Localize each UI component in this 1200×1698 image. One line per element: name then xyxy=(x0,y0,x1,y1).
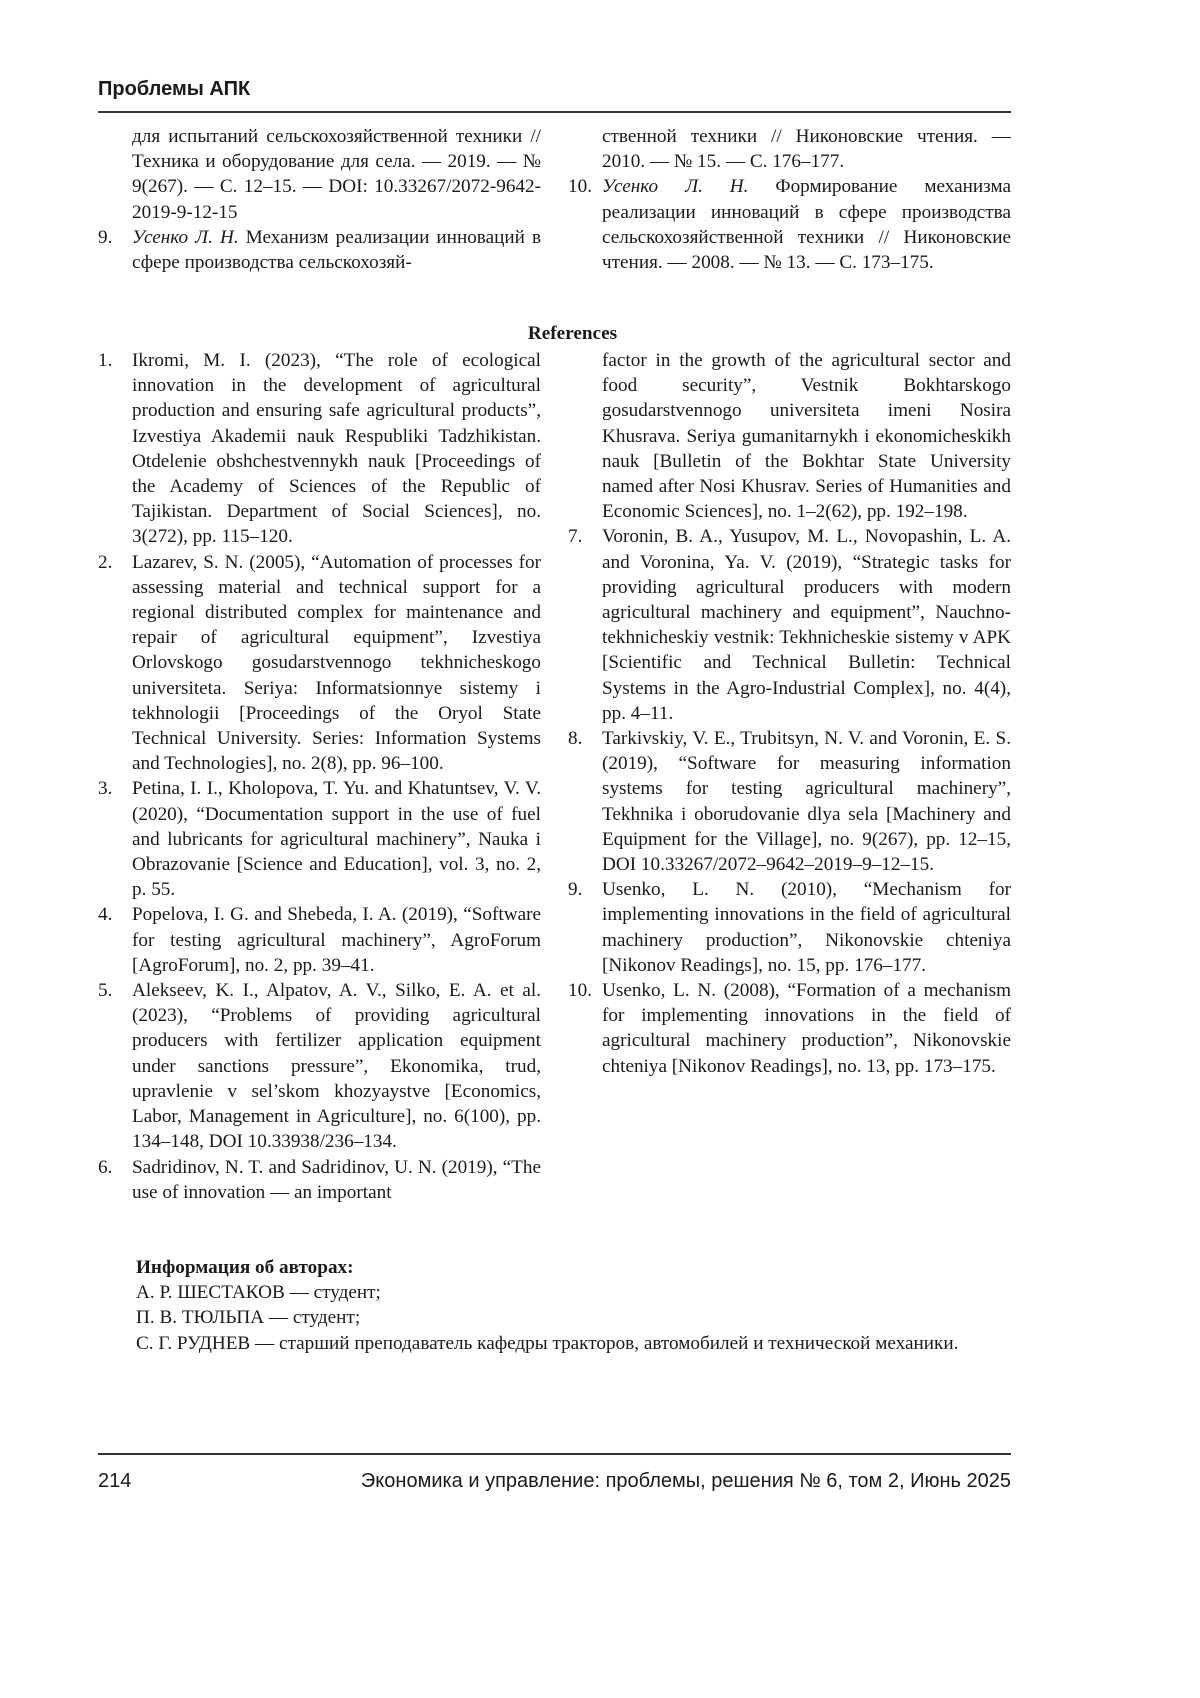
reference-item xyxy=(98,1155,541,1205)
ref-text: Voronin, B. A., Yusupov, M. L., Novopashin, L. A. and Voronina, Ya. V. (2019), “Strategic tasks for providing agricultural producers with modern agricultural machinery and equipment”, Nauchno-tekhnicheskiy vestnik: Tekhnicheskie sistemy v APK [Scientific and Technical Bulletin: Technical Systems in the Agro-Industrial Complex], no. 4(4), pp. 4–11. xyxy=(602,526,1011,723)
ref-text: Usenko, L. N. (2010), “Mechanism for implementing innovations in the field of agricultural machinery production”, Nikonovskie chteniya [Nikonov Readings], no. 15, pp. 176–177. xyxy=(602,879,1011,976)
ref-number: 10. xyxy=(568,978,592,1003)
authors-title: Информация об авторах: xyxy=(98,1255,1011,1280)
author-line: П. В. ТЮЛЬПА — студент; xyxy=(98,1305,1011,1330)
header-rule xyxy=(98,111,1011,113)
ref-text: Popelova, I. G. and Shebeda, I. A. (2019), “Software for testing agricultural machinery”, AgroForum [AgroForum], no. 2, pp. 39–41. xyxy=(132,904,541,975)
reference-item xyxy=(98,978,541,1154)
ref-text: ственной техники // Никоновские чтения. — 2010. — № 15. — С. 176–177. xyxy=(602,126,1011,172)
author-line: А. Р. ШЕСТАКОВ — студент; xyxy=(98,1280,1011,1305)
page-footer xyxy=(98,1470,1011,1493)
footer-rule xyxy=(98,1453,1011,1455)
ref-text: Sadridinov, N. T. and Sadridinov, U. N. (2019), “The use of innovation — an important xyxy=(132,1157,541,1203)
ref-text: factor in the growth of the agricultural sector and food security”, Vestnik Bokhtarskogo gosudarstvennogo universiteta imeni Nosira Khusrava. Seriya gumanitarnykh i ekonomicheskikh nauk [Bulletin of the Bokhtar State University named after Nosi Khusrav. Series of Humanities and Economic Sciences], no. 1–2(62), pp. 192–198. xyxy=(602,350,1011,522)
ref-number: 8. xyxy=(568,726,582,751)
running-header: Проблемы АПК xyxy=(98,78,250,101)
ref-text: Alekseev, K. I., Alpatov, A. V., Silko, E. A. et al. (2023), “Problems of providing agricultural producers with fertilizer application equipment under sanctions pressure”, Ekonomika, trud, upravlenie v sel’skom khozyaystve [Economics, Labor, Management in Agriculture], no. 6(100), pp. 134–148, DOI 10.33938/236–134. xyxy=(132,980,541,1152)
ref-number: 4. xyxy=(98,902,112,927)
ref-text: Ikromi, M. I. (2023), “The role of ecological innovation in the development of agricultural production and ensuring safe agricultural products”, Izvestiya Akademii nauk Respubliki Tadzhikistan. Otdelenie obshchestvennykh nauk [Proceedings of the Academy of Sciences of the Republic of Tajikistan. Department of Social Sciences], no. 3(272), pp. 115–120. xyxy=(132,350,541,547)
references-left-column xyxy=(98,348,541,1205)
ru-refs-left-column xyxy=(98,124,541,275)
ref-text: Lazarev, S. N. (2005), “Automation of processes for assessing material and technical support for a regional distributed complex for maintenance and repair of agricultural equipment”, Izvestiya Orlovskogo gosudarstvennogo tekhnicheskogo universiteta. Seriya: Informatsionnye sistemy i tekhnologii [Proceedings of the Oryol State Technical University. Series: Information Systems and Technologies], no. 2(8), pp. 96–100. xyxy=(132,552,541,775)
ref-text: Tarkivskiy, V. E., Trubitsyn, N. V. and Voronin, E. S. (2019), “Software for measuring information systems for testing agricultural machinery”, Tekhnika i oborudovanie dlya sela [Machinery and Equipment for the Village], no. 9(267), pp. 12–15, DOI 10.33267/2072–9642–2019–9–12–15. xyxy=(602,728,1011,875)
reference-item xyxy=(568,877,1011,978)
author-line: С. Г. РУДНЕВ — старший преподаватель кафедры тракторов, автомобилей и технической механики. xyxy=(98,1331,1011,1356)
ref-number: 9. xyxy=(98,225,112,250)
ref-number: 9. xyxy=(568,877,582,902)
page-number: 214 xyxy=(98,1470,131,1493)
ref-number: 3. xyxy=(98,776,112,801)
ref-number: 6. xyxy=(98,1155,112,1180)
ru-refs-right-column xyxy=(568,124,1011,275)
references-right-column xyxy=(568,348,1011,1079)
reference-item xyxy=(568,524,1011,726)
ru-ref-item xyxy=(98,225,541,275)
ref-author: Усенко Л. Н. xyxy=(602,176,748,197)
reference-item xyxy=(568,726,1011,877)
reference-item xyxy=(568,978,1011,1079)
ref-text: Механизм реализации инноваций в сфере производства сельскохозяй- xyxy=(132,227,541,273)
reference-item xyxy=(568,348,1011,524)
references-heading: References xyxy=(0,323,1145,345)
ref-number: 1. xyxy=(98,348,112,373)
reference-item xyxy=(98,902,541,978)
ref-text: Формирование механизма реализации инноваций в сфере производства сельскохозяйственной техники // Никоновские чтения. — 2008. — № 13. — С. 173–175. xyxy=(602,176,1011,273)
reference-item xyxy=(98,550,541,777)
reference-item xyxy=(98,348,541,550)
ref-author: Усенко Л. Н. xyxy=(132,227,239,248)
reference-item xyxy=(98,776,541,902)
ref-text: для испытаний сельскохозяйственной техники // Техника и оборудование для села. — 2019. — № 9(267). — С. 12–15. — DOI: 10.33267/2072-9642-2019-9-12-15 xyxy=(132,126,541,223)
ref-number: 10. xyxy=(568,174,592,199)
ru-ref-item xyxy=(568,124,1011,174)
ref-number: 2. xyxy=(98,550,112,575)
ref-number: 7. xyxy=(568,524,582,549)
ref-number: 5. xyxy=(98,978,112,1003)
ru-ref-item xyxy=(568,174,1011,275)
journal-info: Экономика и управление: проблемы, решения № 6, том 2, Июнь 2025 xyxy=(361,1470,1011,1493)
ref-text: Usenko, L. N. (2008), “Formation of a mechanism for implementing innovations in the field of agricultural machinery production”, Nikonovskie chteniya [Nikonov Readings], no. 13, pp. 173–175. xyxy=(602,980,1011,1077)
ru-ref-item xyxy=(98,124,541,225)
authors-info xyxy=(98,1255,1011,1356)
ref-text: Petina, I. I., Kholopova, T. Yu. and Khatuntsev, V. V. (2020), “Documentation support in the use of fuel and lubricants for agricultural machinery”, Nauka i Obrazovanie [Science and Education], vol. 3, no. 2, p. 55. xyxy=(132,778,541,900)
